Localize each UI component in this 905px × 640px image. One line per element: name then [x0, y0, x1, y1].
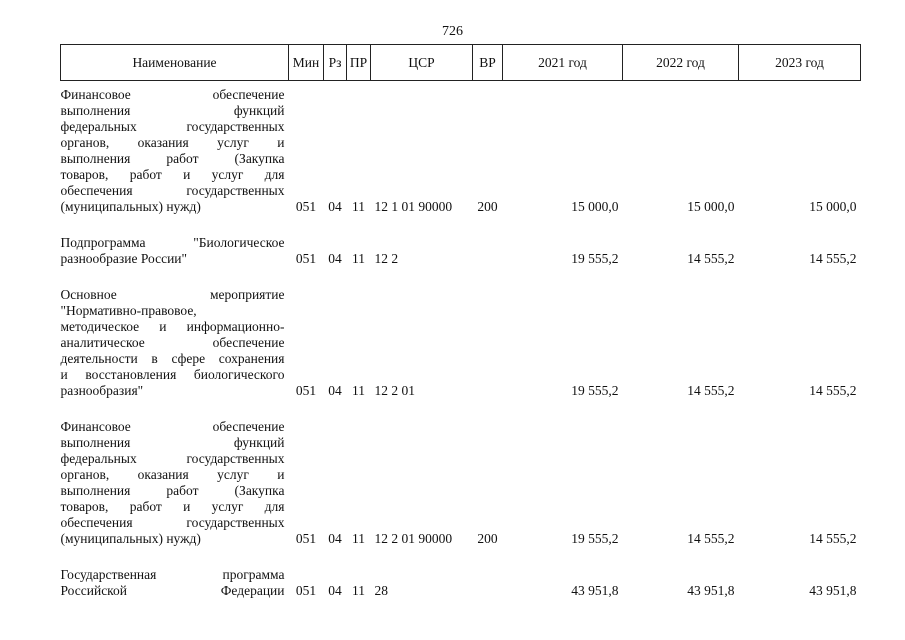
table-row [61, 81, 861, 216]
cell-2021: 43 951,8 [571, 583, 619, 598]
table-row [61, 561, 861, 599]
cell-rz: 04 [328, 383, 342, 398]
name-line: "Нормативно-правовое, [60, 303, 197, 318]
name-line: товаров, работ и услуг для [60, 499, 285, 514]
row-name [61, 561, 289, 599]
row-name [61, 229, 289, 267]
name-line: Финансовое обеспечение [60, 419, 285, 434]
cell-2021: 15 000,0 [571, 199, 619, 214]
cell-2023: 14 555,2 [809, 383, 857, 398]
row-name [61, 81, 289, 216]
name-line: выполнения работ (Закупка [60, 483, 285, 498]
name-line: федеральных государственных [60, 451, 285, 466]
name-line: выполнения функций [60, 103, 285, 118]
cell-vr: 200 [477, 199, 498, 214]
name-line: аналитическое обеспечение [60, 335, 285, 350]
cell-vr [473, 229, 503, 267]
name-line: разнообразия" [60, 383, 144, 398]
header-2021: 2021 год [503, 45, 623, 81]
row-name [61, 281, 289, 399]
name-line: Подпрограмма "Биологическое [60, 235, 285, 250]
header-csr: ЦСР [371, 45, 473, 81]
cell-pr: 11 [352, 383, 365, 398]
cell-pr: 11 [352, 531, 365, 546]
name-line: (муниципальных) нужд) [60, 531, 201, 546]
name-line: обеспечения государственных [60, 515, 285, 530]
cell-rz: 04 [328, 251, 342, 266]
name-line: разнообразие России" [60, 251, 188, 266]
cell-csr: 12 2 01 [374, 383, 415, 398]
cell-pr: 11 [352, 251, 365, 266]
cell-2023: 15 000,0 [809, 199, 857, 214]
header-rz: Рз [324, 45, 347, 81]
cell-csr: 12 1 01 90000 [374, 199, 453, 214]
cell-vr: 200 [477, 531, 498, 546]
table-row [61, 229, 861, 267]
cell-2021: 19 555,2 [571, 531, 619, 546]
name-line: и восстановления биологического [60, 367, 285, 382]
header-2023: 2023 год [739, 45, 861, 81]
cell-2023: 14 555,2 [809, 251, 857, 266]
cell-2022: 14 555,2 [687, 251, 735, 266]
cell-min: 051 [295, 383, 317, 398]
name-line: методическое и информационно- [60, 319, 285, 334]
budget-table [60, 44, 861, 599]
cell-pr: 11 [352, 583, 365, 598]
cell-2022: 15 000,0 [687, 199, 735, 214]
cell-2022: 14 555,2 [687, 531, 735, 546]
header-min: Мин [289, 45, 324, 81]
name-line: Российской Федерации [60, 583, 285, 598]
name-line: обеспечения государственных [60, 183, 285, 198]
cell-vr [473, 561, 503, 599]
cell-csr: 12 2 [374, 251, 399, 266]
cell-2022: 14 555,2 [687, 383, 735, 398]
cell-min: 051 [295, 531, 317, 546]
cell-csr: 28 [374, 583, 388, 598]
name-line: Финансовое обеспечение [60, 87, 285, 102]
cell-2023: 14 555,2 [809, 531, 857, 546]
header-vr: ВР [473, 45, 503, 81]
table-row [61, 281, 861, 399]
name-line: (муниципальных) нужд) [60, 199, 201, 214]
table-row [61, 413, 861, 547]
cell-csr: 12 2 01 90000 [374, 531, 453, 546]
header-pr: ПР [347, 45, 371, 81]
cell-rz: 04 [328, 583, 342, 598]
cell-rz: 04 [328, 199, 342, 214]
name-line: выполнения работ (Закупка [60, 151, 285, 166]
row-name [61, 413, 289, 547]
cell-min: 051 [295, 199, 317, 214]
name-line: органов, оказания услуг и [60, 467, 285, 482]
cell-min: 051 [295, 583, 317, 598]
table-header-row [61, 45, 861, 81]
name-line: Государственная программа [60, 567, 285, 582]
page-number: 726 [442, 24, 463, 39]
cell-2022: 43 951,8 [687, 583, 735, 598]
cell-min: 051 [295, 251, 317, 266]
cell-2023: 43 951,8 [809, 583, 857, 598]
name-line: Основное мероприятие [60, 287, 285, 302]
cell-rz: 04 [328, 531, 342, 546]
header-2022: 2022 год [623, 45, 739, 81]
name-line: органов, оказания услуг и [60, 135, 285, 150]
name-line: товаров, работ и услуг для [60, 167, 285, 182]
header-name: Наименование [61, 45, 289, 81]
cell-2021: 19 555,2 [571, 251, 619, 266]
name-line: федеральных государственных [60, 119, 285, 134]
name-line: выполнения функций [60, 435, 285, 450]
cell-2021: 19 555,2 [571, 383, 619, 398]
cell-vr [473, 281, 503, 399]
cell-pr: 11 [352, 199, 365, 214]
name-line: деятельности в сфере сохранения [60, 351, 285, 366]
